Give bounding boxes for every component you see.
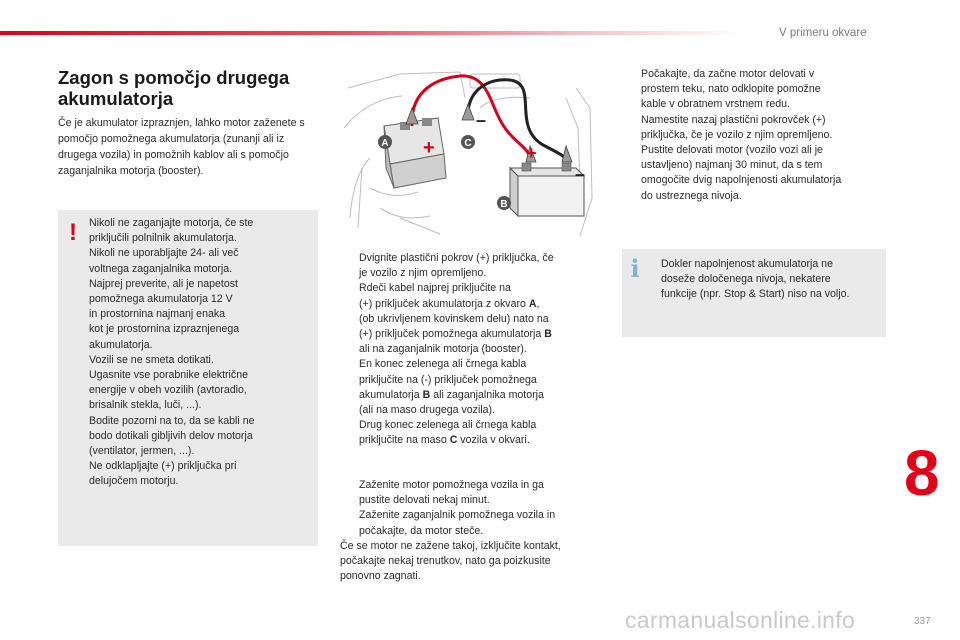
plus-sign-a: + xyxy=(423,137,435,159)
warning-line: priključili polnilnik akumulatorja. xyxy=(89,232,237,245)
retry-note-line: ponovno zagnati. xyxy=(340,570,421,583)
retry-note-line: Če se motor ne zažene takoj, izključite kontakt, xyxy=(340,539,561,552)
plus-sign-b: + xyxy=(526,143,537,163)
warning-line: Najprej preverite, ali je napetost xyxy=(89,277,238,290)
warning-line: delujočem motorju. xyxy=(89,475,179,488)
battery-a xyxy=(384,118,446,188)
warning-line: brisalnik stekla, luči, ...). xyxy=(89,399,202,412)
warning-line: (ventilator, jermen, ...). xyxy=(89,445,195,458)
warning-line: Nikoli ne uporabljajte 24- ali več xyxy=(89,247,239,260)
minus-sign-c: – xyxy=(476,110,487,130)
warning-line: akumulatorja. xyxy=(89,338,153,351)
step-item: Zaženite zaganjalnik pomožnega vozila in počakajte, da motor steče. xyxy=(359,509,556,537)
intro-paragraph: Če je akumulator izpraznjen, lahko motor zaženete s pomočjo pomožnega akumulatorja (zunanji ali iz drugega vozila) in pomožnih kablov ali s pomočjo zaganjalnika motorja (booster). xyxy=(58,117,305,177)
step-item: Drug konec zelenega ali črnega kabla priključite na maso C vozila v okvari. xyxy=(359,419,537,447)
battery-b xyxy=(510,163,584,216)
warning-line: pomožnega akumulatorja 12 V xyxy=(89,293,233,306)
step-item: Rdeči kabel najprej priključite na (+) priključek akumulatorja z okvaro A, (ob ukrivljenem kovinskem delu) nato na (+) priključek pomožnega akumulatorja B ali na zaganjalnik motorja (booster). xyxy=(359,282,552,356)
info-line: doseže določenega nivoja, nekatere xyxy=(661,273,831,286)
info-line: funkcije (npr. Stop & Start) niso na voljo. xyxy=(661,288,850,301)
label-c-text: C xyxy=(464,138,472,149)
label-a xyxy=(378,135,392,149)
info-line: Dokler napolnjenost akumulatorja ne xyxy=(661,258,833,270)
minus-sign-b: – xyxy=(575,164,586,184)
warning-line: bodo dotikali gibljivih delov motorja xyxy=(89,429,253,442)
warning-line: energije v obeh vozilih (avtoradio, xyxy=(89,384,247,397)
label-a-text: A xyxy=(381,138,389,149)
page-number: 337 xyxy=(914,616,931,627)
retry-note-line: počakajte nekaj trenutkov, nato ga poizkusite xyxy=(340,555,551,568)
steps-start xyxy=(340,478,602,584)
warning-line: voltnega zaganjalnika motorja. xyxy=(89,262,233,275)
step-item: Zaženite motor pomožnega vozila in ga pustite delovati nekaj minut. xyxy=(359,479,544,507)
step-item: Dvignite plastični pokrov (+) priključka, če je vozilo z njim opremljeno. xyxy=(359,252,554,280)
steps-connect xyxy=(340,251,602,449)
warning-text xyxy=(89,216,309,490)
jump-start-illustration xyxy=(340,68,595,238)
label-b-text: B xyxy=(500,199,508,210)
step-item: Počakajte, da začne motor delovati v prostem teku, nato odklopite pomožne kable v obratnem vrstnem redu. xyxy=(641,68,821,111)
watermark: carmanualsonline.info xyxy=(625,607,856,633)
warning-line: Nikoli ne zaganjajte motorja, če ste xyxy=(89,217,254,229)
warning-line: in prostornina najmanj enaka xyxy=(89,308,226,321)
page-title: Zagon s pomočjo drugega akumulatorja xyxy=(58,67,290,109)
label-c xyxy=(461,135,475,149)
warning-line: kot je prostornina izpraznjenega xyxy=(89,323,240,336)
warning-line: Ugasnite vse porabnike električne xyxy=(89,369,248,382)
header-accent-bar xyxy=(0,31,742,35)
step-item: Pustite delovati motor (vozilo vozi ali je ustavljeno) najmanj 30 minut, da s tem omogočite dvig napolnjenosti akumulatorja do ustreznega nivoja. xyxy=(641,144,842,202)
steps-finish xyxy=(622,67,888,204)
warning-line: Bodite pozorni na to, da se kabli ne xyxy=(89,414,255,427)
info-text xyxy=(661,257,883,303)
warning-icon: ! xyxy=(69,219,77,246)
step-item: Namestite nazaj plastični pokrovček (+) priključka, če je vozilo z njim opremljeno. xyxy=(641,113,833,141)
step-item: En konec zelenega ali črnega kabla priključite na (-) priključek pomožnega akumulatorja B ali zaganjalnika motorja (ali na maso drugega vozila). xyxy=(359,358,544,417)
section-title: V primeru okvare xyxy=(779,27,867,39)
chapter-number: 8 xyxy=(904,437,940,509)
label-b xyxy=(497,196,511,210)
warning-line: Ne odklapljajte (+) priključka pri xyxy=(89,460,237,473)
warning-line: Vozili se ne smeta dotikati. xyxy=(89,353,214,366)
info-icon: i xyxy=(630,254,640,283)
